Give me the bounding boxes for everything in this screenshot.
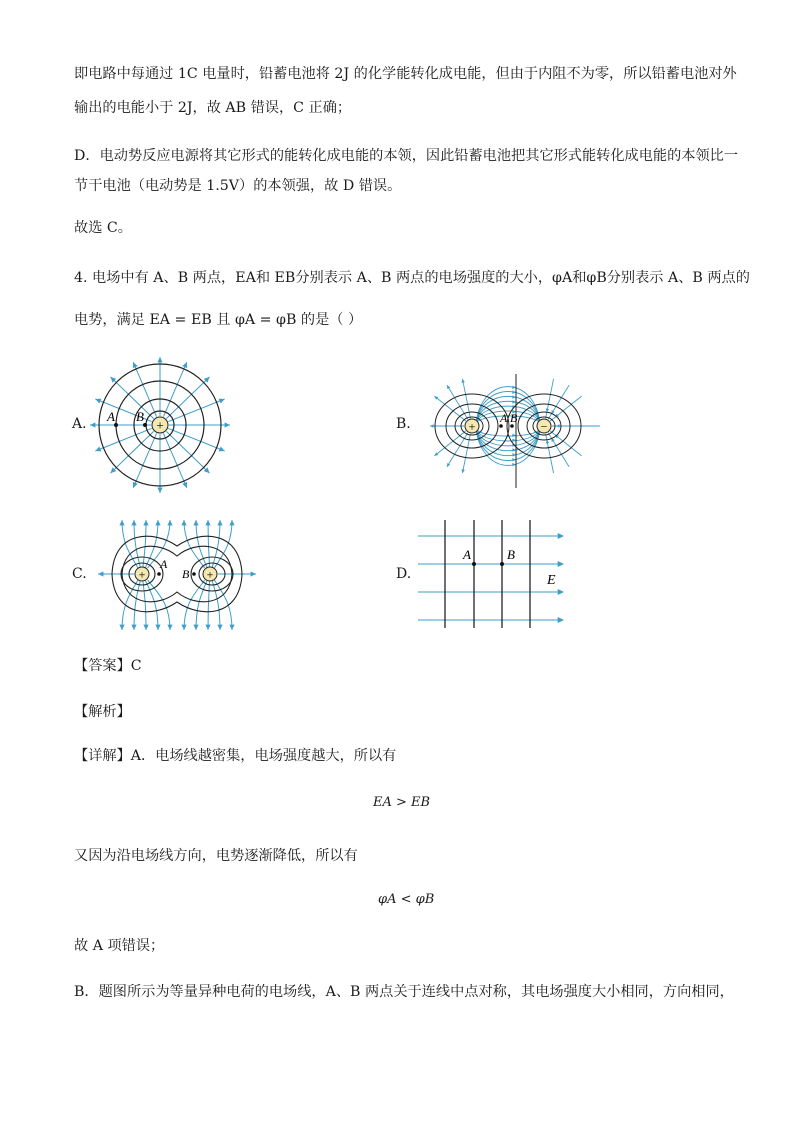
figure-c-point-b <box>192 572 196 576</box>
text-line-5: 故选 C。 <box>74 220 132 236</box>
figure-c-label-b: B <box>182 567 190 581</box>
figure-c-right-plus-sign: + <box>206 567 214 582</box>
figure-a-plus-sign: + <box>156 417 164 433</box>
figure-d <box>418 520 568 630</box>
figure-d-label-e: E <box>547 573 556 588</box>
detail-b: B．题图所示为等量异种电荷的电场线，A、B 两点关于连线中点对称，其电场强度大小相同，方向相同， <box>74 984 734 1000</box>
figure-d-label-a: A <box>463 547 471 562</box>
text-line-2: 输出的电能小于 2J，故 AB 错误，C 正确； <box>74 100 352 116</box>
figure-b-minus-sign: − <box>540 419 548 434</box>
figure-b-plus-sign: + <box>468 419 476 434</box>
figure-c-left-plus-sign: + <box>138 567 146 582</box>
question-4-line-2: 电势，满足 EA = EB 且 φA = φB 的是（ ） <box>74 312 363 328</box>
analysis-heading: 【解析】 <box>74 704 131 720</box>
detail-a: 【详解】A．电场线越密集，电场强度越大，所以有 <box>74 748 397 764</box>
figure-a <box>92 358 238 494</box>
question-4-line-1: 4. 电场中有 A、B 两点，EA和 EB分别表示 A、B 两点的电场强度的大小，φA和φB分别表示 A、B 两点的 <box>74 270 750 286</box>
option-c-label: C. <box>72 566 87 582</box>
figure-a-label-a: A <box>107 409 115 424</box>
figure-a-label-b: B <box>136 409 144 424</box>
potential-sentence: 又因为沿电场线方向，电势逐渐降低，所以有 <box>74 848 358 864</box>
conclusion-a: 故 A 项错误； <box>74 938 165 954</box>
equation-ea-gt-eb: EA > EB <box>373 795 431 810</box>
figure-d-point-b <box>500 562 504 566</box>
figure-d-point-a <box>472 562 476 566</box>
figure-c-point-a <box>157 572 161 576</box>
text-line-1: 即电路中每通过 1C 电量时，铅蓄电池将 2J 的化学能转化成电能，但由于内阻不为零，所以铅蓄电池对外 <box>74 66 737 82</box>
option-d-label: D. <box>396 566 412 582</box>
figure-d-field-lines <box>418 533 564 623</box>
option-a-label: A. <box>72 416 87 432</box>
figure-b <box>428 372 604 490</box>
answer-heading: 【答案】C <box>74 658 142 674</box>
figure-d-label-b: B <box>507 547 515 562</box>
option-b-label: B. <box>396 416 411 432</box>
figure-b-label-a: A <box>500 411 508 425</box>
figure-c-label-a: A <box>160 557 168 571</box>
equation-phi-a-lt-phi-b: φA < φB <box>378 892 435 907</box>
figure-b-label-b: B <box>510 411 518 425</box>
figure-c <box>94 516 260 634</box>
text-line-3: D．电动势反应电源将其它形式的能转化成电能的本领，因此铅蓄电池把其它形式能转化成电能的本领比一 <box>74 148 739 164</box>
text-line-4: 节干电池（电动势是 1.5V）的本领强，故 D 错误。 <box>74 178 402 194</box>
